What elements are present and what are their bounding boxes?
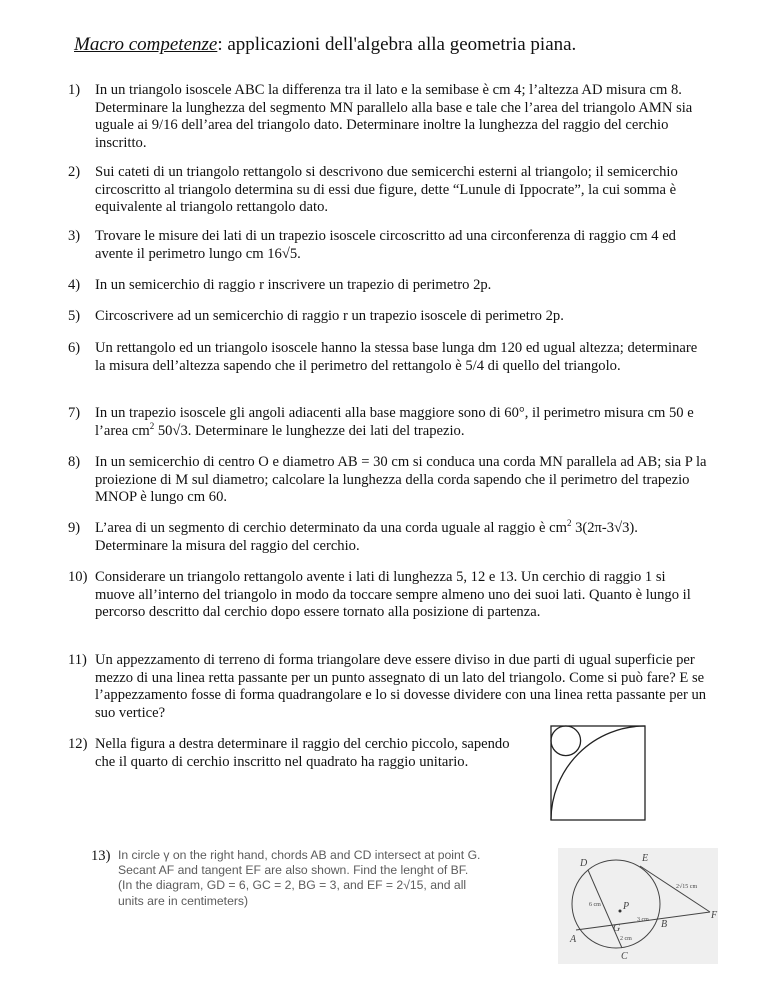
problem-13-text xyxy=(118,848,558,909)
problem-text: Nella figura a destra determinare il raggio del cerchio piccolo, sapendo che il quarto di cerchio inscritto nel quadrato ha raggio unitario. xyxy=(95,736,510,770)
label-b: B xyxy=(661,919,668,930)
problem-number: 8) xyxy=(68,454,81,470)
superscript: 2 xyxy=(566,518,572,529)
label-gd: 6 cm xyxy=(589,902,601,908)
problem-2 xyxy=(68,164,707,217)
square-outline xyxy=(551,726,645,820)
problem-number: 6) xyxy=(68,340,81,356)
problem-3 xyxy=(68,228,707,263)
label-c: C xyxy=(621,951,628,962)
problem-11 xyxy=(68,652,707,722)
problem-6 xyxy=(68,340,707,375)
problem-number: 9) xyxy=(68,520,81,536)
superscript: 2 xyxy=(149,420,155,431)
problem-text: Considerare un triangolo rettangolo avente i lati di lunghezza 5, 12 e 13. Un cerchio di raggio 1 si muove all’interno del triangolo in modo da toccare sempre almeno uno dei suoi lati. Quanto è lungo il percorso descritto dal cerchio dopo essere tornato alla posizione di partenza. xyxy=(95,569,691,621)
problem-number: 10) xyxy=(68,569,88,585)
problem-number: 11) xyxy=(68,652,87,668)
problem-13-line: In circle γ on the right hand, chords AB and CD intersect at point G. xyxy=(118,848,481,862)
figure-problem-12 xyxy=(550,725,647,822)
problem-13-line: Secant AF and tangent EF are also shown. Find the lenght of BF. xyxy=(118,863,469,878)
tangent-ef xyxy=(640,866,710,912)
problem-number: 12) xyxy=(68,736,88,752)
problem-text: Un rettangolo ed un triangolo isoscele hanno la stessa base lunga dm 120 ed ugual altezza; determinare la misura dell’altezza sapendo che il perimetro del rettangolo è 5/4 di quello del triangolo. xyxy=(95,340,698,374)
label-ef: 2√15 cm xyxy=(676,884,698,890)
label-gc: 2 cm xyxy=(620,936,632,942)
problem-13-line: (In the diagram, GD = 6, GC = 2, BG = 3, and EF = 2√15, and all xyxy=(118,878,467,893)
label-bg: 3 cm xyxy=(637,917,649,923)
problem-text-post: 3(2π-3√3). Determinare la misura del raggio del cerchio. xyxy=(95,520,638,554)
problem-text-pre: L’area di un segmento di cerchio determinato da una corda uguale al raggio è cm xyxy=(95,520,567,536)
problem-number: 4) xyxy=(68,277,81,293)
title-underlined: Macro competenze xyxy=(74,34,218,55)
problem-text: Trovare le misure dei lati di un trapezio isoscele circoscritto ad una circonferenza di raggio cm 4 ed avente il perimetro lungo cm 16√5. xyxy=(95,228,676,262)
problem-4 xyxy=(68,277,707,295)
figure-problem-13 xyxy=(558,848,718,964)
problem-12 xyxy=(68,736,515,771)
problem-number: 2) xyxy=(68,164,81,180)
problem-number: 1) xyxy=(68,82,81,98)
problem-9 xyxy=(68,518,707,555)
title-rest: : applicazioni dell'algebra alla geometria piana. xyxy=(217,34,577,55)
problem-text-pre: In un trapezio isoscele gli angoli adiacenti alla base maggiore sono di 60°, il perimetro misura cm 50 e l’area cm xyxy=(95,405,694,439)
problem-13-line: units are in centimeters) xyxy=(118,893,249,908)
center-point xyxy=(619,910,622,913)
label-a: A xyxy=(570,934,577,945)
problem-text: In un semicerchio di raggio r inscrivere un trapezio di perimetro 2p. xyxy=(95,277,492,293)
problem-5 xyxy=(68,308,707,326)
chord-cd xyxy=(588,870,622,948)
label-f: F xyxy=(711,910,718,921)
problem-text-post: 50√3. Determinare le lunghezze dei lati del trapezio. xyxy=(154,422,465,439)
problem-1 xyxy=(68,82,707,152)
problem-8 xyxy=(68,454,707,507)
label-g: G xyxy=(613,923,621,934)
problem-text: Sui cateti di un triangolo rettangolo si descrivono due semicerchi esterni al triangolo; il semicerchio circoscritto al triangolo determina su di essi due figure, dette “Lunule di Ippocrate”, la cui somma è equivalente al triangolo rettangolo dato. xyxy=(95,164,678,216)
label-e: E xyxy=(642,853,649,864)
page-title xyxy=(74,34,576,56)
problem-text: In un semicerchio di centro O e diametro AB = 30 cm si conduca una corda MN parallela ad AB; sia P la proiezione di M sul diametro; calcolare la lunghezza della corda sapendo che il perimetro del trapezio MNOP è lungo cm 60. xyxy=(95,454,707,506)
problem-10 xyxy=(68,569,707,622)
problem-number: 7) xyxy=(68,405,81,421)
problem-text: Circoscrivere ad un semicerchio di raggio r un trapezio isoscele di perimetro 2p. xyxy=(95,308,564,324)
label-p: P xyxy=(623,901,630,912)
label-d: D xyxy=(580,858,588,869)
problem-text: Un appezzamento di terreno di forma triangolare deve essere diviso in due parti di ugual superficie per mezzo di una linea retta passante per un punto assegnato di un lato del triangolo. Come si può fare? E se l’appezzamento fosse di forma quadrangolare e lo si dovesse dividere con una linea retta passante per un suo vertice? xyxy=(95,652,707,721)
problem-13-number: 13) xyxy=(91,848,111,864)
problem-text: In un triangolo isoscele ABC la differenza tra il lato e la semibase è cm 4; l’altezza AD misura cm 8. Determinare la lunghezza del segmento MN parallelo alla base e tale che l’area del triangolo AMN sia uguale ai 9/16 dell’area del triangolo dato. Determinare inoltre la lunghezza del raggio del cerchio inscritto. xyxy=(95,82,693,151)
problem-7 xyxy=(68,405,707,440)
problem-number: 3) xyxy=(68,228,81,244)
problem-number: 5) xyxy=(68,308,81,324)
